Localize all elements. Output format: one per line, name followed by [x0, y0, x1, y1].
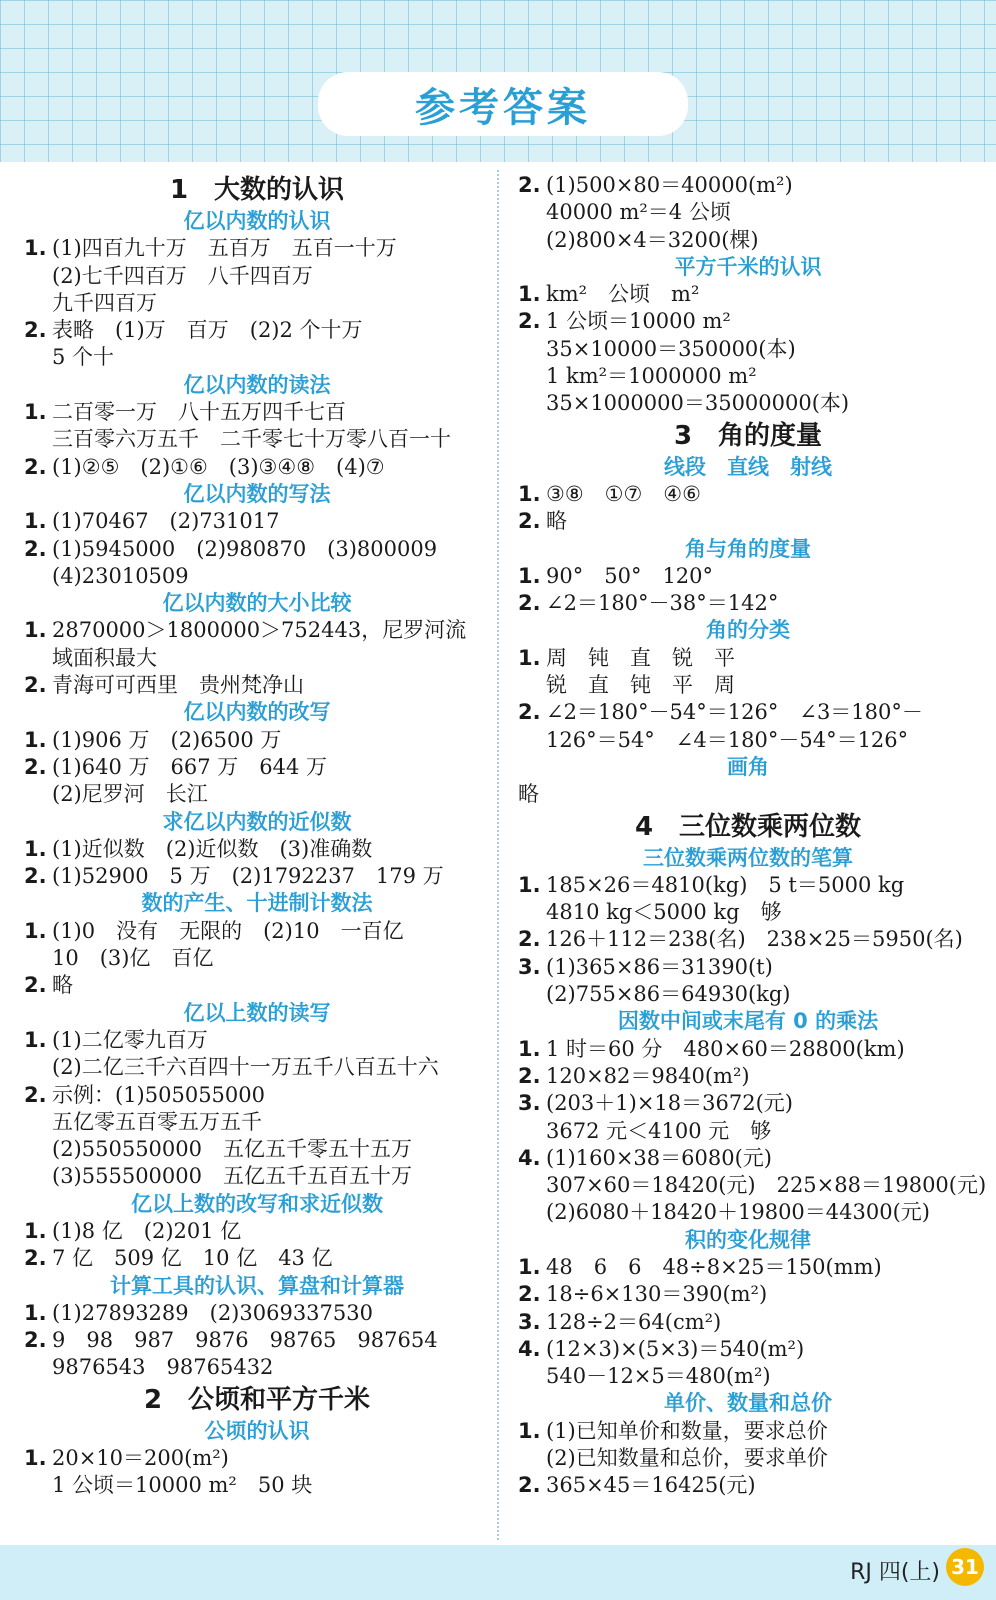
item-number: 1. — [24, 918, 47, 943]
item-text: (1)160×38＝6080(元) — [546, 1145, 772, 1170]
item-text: 128÷2＝64(cm²) — [546, 1309, 722, 1334]
answer-continuation: 九千四百万 — [52, 290, 157, 315]
item-text: 20×10＝200(m²) — [52, 1446, 229, 1471]
item-text: (203＋1)×18＝3672(元) — [546, 1091, 793, 1116]
answer-continuation: (2)尼罗河 长江 — [52, 782, 208, 807]
answer-item — [24, 1300, 490, 1327]
answer-item — [24, 1445, 490, 1472]
item-text: 二百零一万 八十五万四千七百 — [52, 400, 346, 425]
answer-continuation: 1 公顷＝10000 m² 50 块 — [52, 1473, 313, 1498]
answer-item — [24, 1218, 490, 1245]
answer-continuation: 五亿零五百零五万五千 — [52, 1109, 262, 1134]
section-heading: 平方千米的认识 — [674, 254, 822, 279]
section-heading: 角与角的度量 — [685, 536, 811, 561]
item-number: 2. — [518, 1282, 541, 1307]
answer-item — [518, 481, 978, 508]
footer-label: RJ 四(上) — [850, 1560, 940, 1585]
item-text: 90° 50° 120° — [546, 563, 714, 588]
answer-item — [24, 1245, 490, 1272]
item-text: 48 6 6 48÷8×25＝150(mm) — [546, 1254, 882, 1279]
item-text: 2870000＞1800000＞752443，尼罗河流 — [52, 618, 467, 643]
section-heading: 单价、数量和总价 — [664, 1391, 832, 1416]
item-number: 1. — [24, 1446, 47, 1471]
answer-continuation: 10 (3)亿 百亿 — [52, 946, 214, 971]
answer-item — [518, 954, 978, 981]
answer-item — [24, 918, 490, 945]
item-number: 2. — [518, 1063, 541, 1088]
item-text: ∠2＝180°－54°＝126° ∠3＝180°－ — [546, 700, 923, 725]
answer-continuation: (3)555500000 五亿五千五百五十万 — [52, 1164, 412, 1189]
answer-item — [518, 872, 978, 899]
item-text: (1)27893289 (2)3069337530 — [52, 1300, 373, 1325]
chapter-heading: 1 大数的认识 — [169, 175, 345, 205]
answer-continuation: 三百零六万五千 二千零七十万零八百一十 — [52, 427, 451, 452]
item-text: 周 钝 直 锐 平 — [546, 645, 735, 670]
title-banner — [318, 72, 688, 136]
item-number: 1. — [518, 1418, 541, 1443]
answer-continuation: (2)6080＋18420＋19800＝44300(元) — [546, 1200, 930, 1225]
answer-item — [518, 590, 978, 617]
answer-item — [518, 645, 978, 672]
item-number: 1. — [24, 400, 47, 425]
answer-continuation: 126°＝54° ∠4＝180°－54°＝126° — [546, 727, 909, 752]
item-text: (1)近似数 (2)近似数 (3)准确数 — [52, 836, 373, 861]
answer-item — [24, 754, 490, 781]
item-number: 1. — [518, 645, 541, 670]
answer-item — [24, 727, 490, 754]
section-heading: 求亿以内数的近似数 — [162, 809, 352, 834]
section-heading: 角的分类 — [706, 618, 790, 643]
answer-item — [518, 1063, 978, 1090]
section-heading: 亿以内数的改写 — [183, 700, 331, 725]
chapter-heading: 2 公顷和平方千米 — [143, 1384, 371, 1415]
answer-item — [518, 308, 978, 335]
item-text: 示例：(1)505055000 — [52, 1082, 265, 1107]
item-text: (1)906 万 (2)6500 万 — [52, 727, 282, 752]
answer-continuation: 9876543 98765432 — [52, 1355, 274, 1380]
item-number: 1. — [518, 1036, 541, 1061]
item-number: 2. — [518, 509, 541, 534]
answer-item — [518, 1090, 978, 1117]
section-heading: 亿以内数的写法 — [183, 481, 331, 506]
answer-continuation: (2)550550000 五亿五千零五十五万 — [52, 1137, 412, 1162]
item-text: (1)四百九十万 五百万 五百一十万 — [52, 236, 397, 261]
answer-item — [24, 454, 490, 481]
item-number: 1. — [24, 727, 47, 752]
item-number: 2. — [24, 754, 47, 779]
chapter-heading: 3 角的度量 — [673, 420, 823, 451]
item-text: 1 时＝60 分 480×60＝28800(km) — [546, 1036, 905, 1061]
answer-item — [24, 617, 490, 644]
column-divider — [497, 170, 499, 1540]
answer-item — [518, 563, 978, 590]
section-heading: 画角 — [727, 754, 769, 779]
item-text: 略 — [546, 509, 567, 534]
item-number: 3. — [518, 1091, 541, 1116]
item-text: (1)已知单价和数量，要求总价 — [546, 1418, 828, 1443]
answer-item — [518, 1254, 978, 1281]
answer-text: 略 — [518, 782, 539, 807]
item-text: (1)0 没有 无限的 (2)10 一百亿 — [52, 918, 404, 943]
answer-item — [518, 699, 978, 726]
item-number: 1. — [24, 1300, 47, 1325]
item-text: km² 公顷 m² — [546, 282, 700, 307]
answer-continuation: (2)755×86＝64930(kg) — [546, 982, 791, 1007]
section-heading: 积的变化规律 — [685, 1227, 811, 1252]
item-text: (1)二亿零九百万 — [52, 1027, 208, 1052]
item-text: (1)640 万 667 万 644 万 — [52, 754, 328, 779]
answer-item — [518, 1472, 978, 1499]
item-number: 4. — [518, 1145, 541, 1170]
item-text: 126＋112＝238(名) 238×25＝5950(名) — [546, 927, 963, 952]
item-number: 2. — [24, 536, 47, 561]
item-text: (12×3)×(5×3)＝540(m²) — [546, 1336, 805, 1361]
item-number: 2. — [518, 309, 541, 334]
item-number: 1. — [518, 481, 541, 506]
answer-column-right — [518, 172, 987, 1500]
answer-item — [518, 172, 978, 199]
item-number: 2. — [24, 973, 47, 998]
item-text: (1)8 亿 (2)201 亿 — [52, 1218, 242, 1243]
section-heading: 因数中间或末尾有 0 的乘法 — [617, 1009, 879, 1034]
section-heading: 数的产生、十进制计数法 — [141, 891, 373, 916]
answer-item — [24, 235, 490, 262]
item-text: (1)500×80＝40000(m²) — [546, 173, 793, 197]
item-number: 2. — [518, 173, 541, 197]
item-text: (1)52900 5 万 (2)1792237 179 万 — [52, 864, 444, 889]
item-text: (1)②⑤ (2)①⑥ (3)③④⑧ (4)⑦ — [52, 454, 385, 479]
answer-continuation: 域面积最大 — [52, 645, 157, 670]
answer-item — [24, 508, 490, 535]
answer-column-left — [24, 172, 490, 1500]
item-text: 365×45＝16425(元) — [546, 1473, 756, 1498]
item-number: 1. — [24, 836, 47, 861]
answer-item — [518, 1145, 978, 1172]
answer-continuation: 1 km²＝1000000 m² — [546, 364, 757, 389]
section-heading: 三位数乘两位数的笔算 — [643, 845, 853, 870]
item-text: (1)70467 (2)731017 — [52, 509, 280, 534]
section-heading: 亿以内数的认识 — [183, 209, 331, 233]
item-number: 2. — [24, 318, 47, 343]
item-number: 1. — [24, 1218, 47, 1243]
chapter-heading: 4 三位数乘两位数 — [634, 811, 862, 842]
item-text: (1)365×86＝31390(t) — [546, 954, 773, 979]
item-text: ③⑧ ①⑦ ④⑥ — [546, 481, 701, 506]
answer-continuation: 5 个十 — [52, 345, 115, 370]
answer-continuation: 307×60＝18420(元) 225×88＝19800(元) — [546, 1173, 987, 1198]
item-text: 略 — [52, 973, 73, 998]
answer-item — [518, 1281, 978, 1308]
item-number: 2. — [518, 927, 541, 952]
section-heading: 公顷的认识 — [204, 1418, 310, 1443]
item-number: 3. — [518, 1309, 541, 1334]
item-text: 9 98 987 9876 98765 987654 — [52, 1328, 438, 1353]
item-number: 2. — [24, 1328, 47, 1353]
answer-item — [24, 672, 490, 699]
answer-continuation: 540－12×5＝480(m²) — [546, 1364, 771, 1389]
item-number: 2. — [24, 454, 47, 479]
section-heading: 线段 直线 射线 — [664, 454, 832, 479]
answer-item — [24, 863, 490, 890]
answer-continuation: 锐 直 钝 平 周 — [546, 673, 735, 698]
item-number: 4. — [518, 1336, 541, 1361]
item-number: 2. — [24, 1246, 47, 1271]
item-number: 1. — [24, 509, 47, 534]
item-text: 120×82＝9840(m²) — [546, 1063, 750, 1088]
answer-item — [518, 1036, 978, 1063]
answer-item — [24, 317, 490, 344]
page-number: 31 — [946, 1548, 984, 1586]
section-heading: 亿以上数的读写 — [183, 1000, 331, 1025]
answer-continuation: (2)已知数量和总价，要求单价 — [546, 1446, 828, 1471]
item-text: (1)5945000 (2)980870 (3)800009 — [52, 536, 438, 561]
item-number: 2. — [518, 1473, 541, 1498]
answer-continuation: (4)23010509 — [52, 563, 189, 588]
item-text: 表略 (1)万 百万 (2)2 个十万 — [52, 318, 363, 343]
answer-item — [518, 1309, 978, 1336]
answer-item — [24, 836, 490, 863]
answer-item — [24, 399, 490, 426]
answer-item — [24, 536, 490, 563]
answer-continuation: 40000 m²＝4 公顷 — [546, 200, 731, 225]
answer-item — [518, 281, 978, 308]
item-number: 1. — [24, 618, 47, 643]
item-text: 7 亿 509 亿 10 亿 43 亿 — [52, 1246, 333, 1271]
item-number: 1. — [518, 282, 541, 307]
item-text: 青海可可西里 贵州梵净山 — [52, 673, 304, 698]
item-text: 185×26＝4810(kg) 5 t＝5000 kg — [546, 872, 905, 897]
section-heading: 计算工具的认识、算盘和计算器 — [110, 1273, 404, 1298]
section-heading: 亿以上数的改写和求近似数 — [131, 1191, 383, 1216]
item-number: 2. — [24, 1082, 47, 1107]
item-number: 2. — [24, 864, 47, 889]
item-text: ∠2＝180°－38°＝142° — [546, 591, 779, 616]
answer-continuation: 3672 元＜4100 元 够 — [546, 1118, 772, 1143]
page-title: 参考答案 — [415, 84, 591, 131]
answer-item — [24, 1082, 490, 1109]
answer-continuation: (2)二亿三千六百四十一万五千八百五十六 — [52, 1055, 439, 1080]
answer-continuation: 35×1000000＝35000000(本) — [546, 391, 850, 416]
answer-item — [24, 1027, 490, 1054]
item-number: 2. — [24, 673, 47, 698]
footer-band — [0, 1545, 996, 1600]
answer-continuation: (2)七千四百万 八千四百万 — [52, 263, 313, 288]
answer-continuation: (2)800×4＝3200(棵) — [546, 227, 759, 252]
answer-item — [24, 1327, 490, 1354]
answer-item — [518, 1336, 978, 1363]
item-text: 1 公顷＝10000 m² — [546, 309, 731, 334]
answer-item — [518, 926, 978, 953]
item-number: 1. — [518, 563, 541, 588]
section-heading: 亿以内数的读法 — [183, 372, 331, 397]
item-number: 1. — [24, 236, 47, 261]
answer-continuation: 35×10000＝350000(本) — [546, 336, 796, 361]
answer-item — [518, 508, 978, 535]
answer-continuation: 4810 kg＜5000 kg 够 — [546, 900, 782, 925]
item-number: 1. — [518, 872, 541, 897]
item-number: 2. — [518, 700, 541, 725]
item-number: 1. — [24, 1027, 47, 1052]
answer-item — [24, 972, 490, 999]
section-heading: 亿以内数的大小比较 — [162, 591, 352, 616]
item-number: 1. — [518, 1254, 541, 1279]
item-number: 2. — [518, 591, 541, 616]
item-number: 3. — [518, 954, 541, 979]
item-text: 18÷6×130＝390(m²) — [546, 1282, 768, 1307]
answer-item — [518, 1418, 978, 1445]
